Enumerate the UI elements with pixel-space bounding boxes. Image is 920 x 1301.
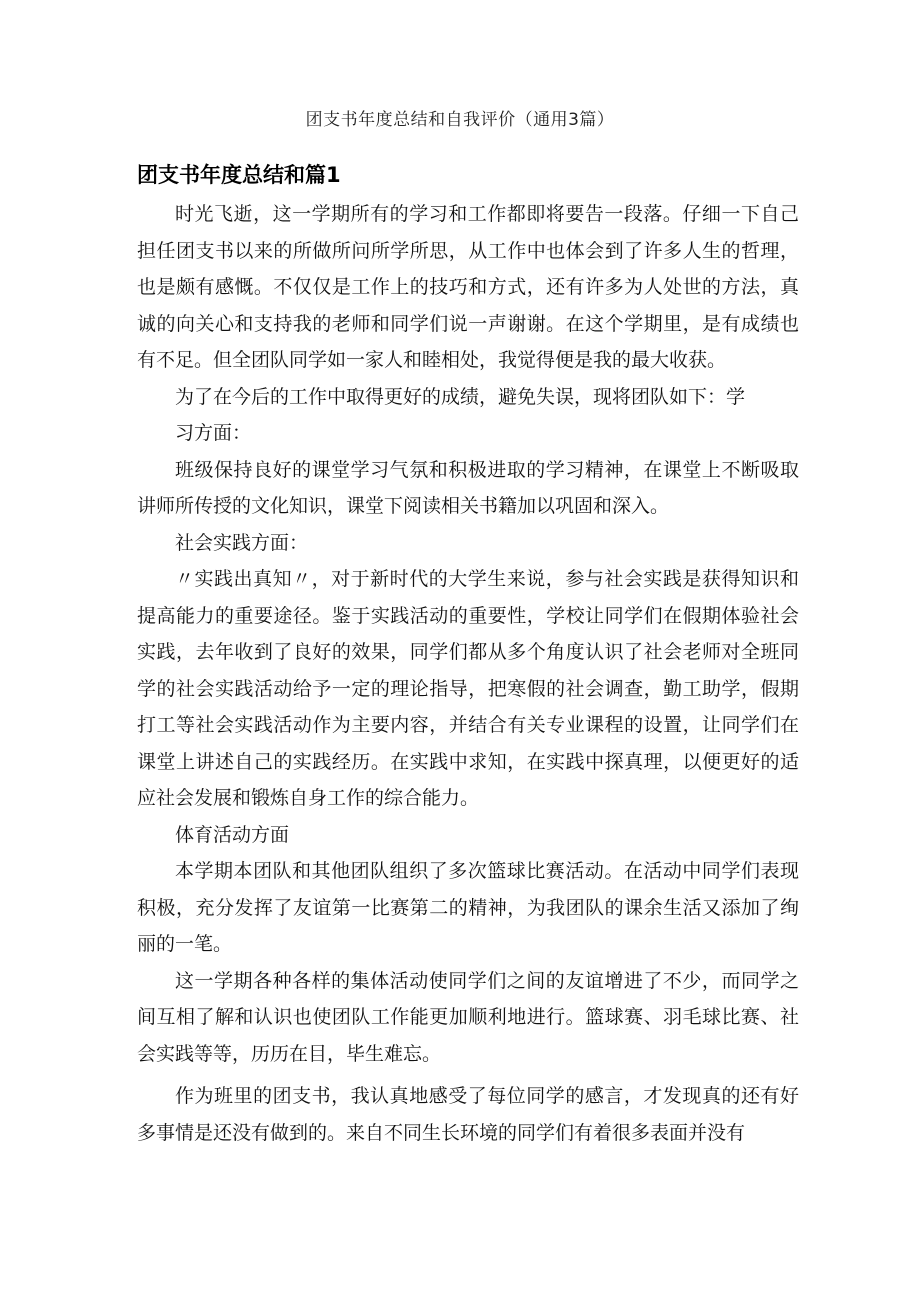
paragraph-study-heading: 习方面： [175, 422, 252, 444]
paragraph-activities: 这一学期各种各样的集体活动使同学们之间的友谊增进了不少，而同学之间互相了解和认识也使团队工作能更加顺利地进行。篮球赛、羽毛球比赛、社会实践等等，历历在目，毕生难忘。 [137, 969, 799, 1065]
paragraph-reflection: 作为班里的团支书，我认真地感受了每位同学的感言，才发现真的还有好多事情是还没有做到的。来自不同生长环境的同学们有着很多表面并没有 [137, 1085, 799, 1144]
document-body [137, 196, 799, 1151]
document-title: 团支书年度总结和自我评价（通用3篇） [305, 110, 615, 130]
paragraph-practice: 〃实践出真知〃，对于新时代的大学生来说，参与社会实践是获得知识和提高能力的重要途径。鉴于实践活动的重要性，学校让同学们在假期体验社会实践，去年收到了良好的效果，同学们都从多个角度认识了社会老师对全班同学的社会实践活动给予一定的理论指导，把寒假的社会调查，勤工助学，假期打工等社会实践活动作为主要内容，并结合有关专业课程的设置，让同学们在课堂上讲述自己的实践经历。在实践中求知，在实践中探真理，以便更好的适应社会发展和锻炼自身工作的综合能力。 [137, 568, 799, 809]
paragraph-study: 班级保持良好的课堂学习气氛和积极进取的学习精神，在课堂上不断吸取讲师所传授的文化知识，课堂下阅读相关书籍加以巩固和深入。 [137, 458, 799, 517]
paragraph-practice-heading: 社会实践方面： [175, 531, 309, 554]
paragraph-sports: 本学期本团队和其他团队组织了多次篮球比赛活动。在活动中同学们表现积极，充分发挥了友谊第一比赛第二的精神，为我团队的课余生活又添加了绚丽的一笔。 [137, 860, 799, 955]
paragraph-sports-heading: 体育活动方面 [175, 823, 290, 846]
paragraph-intro: 时光飞逝，这一学期所有的学习和工作都即将要告一段落。仔细一下自己担任团支书以来的所做所问所学所思，从工作中也体会到了许多人生的哲理，也是颇有感慨。不仅仅是工作上的技巧和方式，还有许多为人处世的方法，真诚的向关心和支持我的老师和同学们说一声谢谢。在这个学期里，是有成绩也有不足。但全团队同学如一家人和睦相处，我觉得便是我的最大收获。 [137, 203, 799, 371]
paragraph-summary-lead: 为了在今后的工作中取得更好的成绩，避免失误，现将团队如下：学 [175, 385, 746, 408]
section-heading: 团支书年度总结和篇1 [137, 163, 341, 187]
